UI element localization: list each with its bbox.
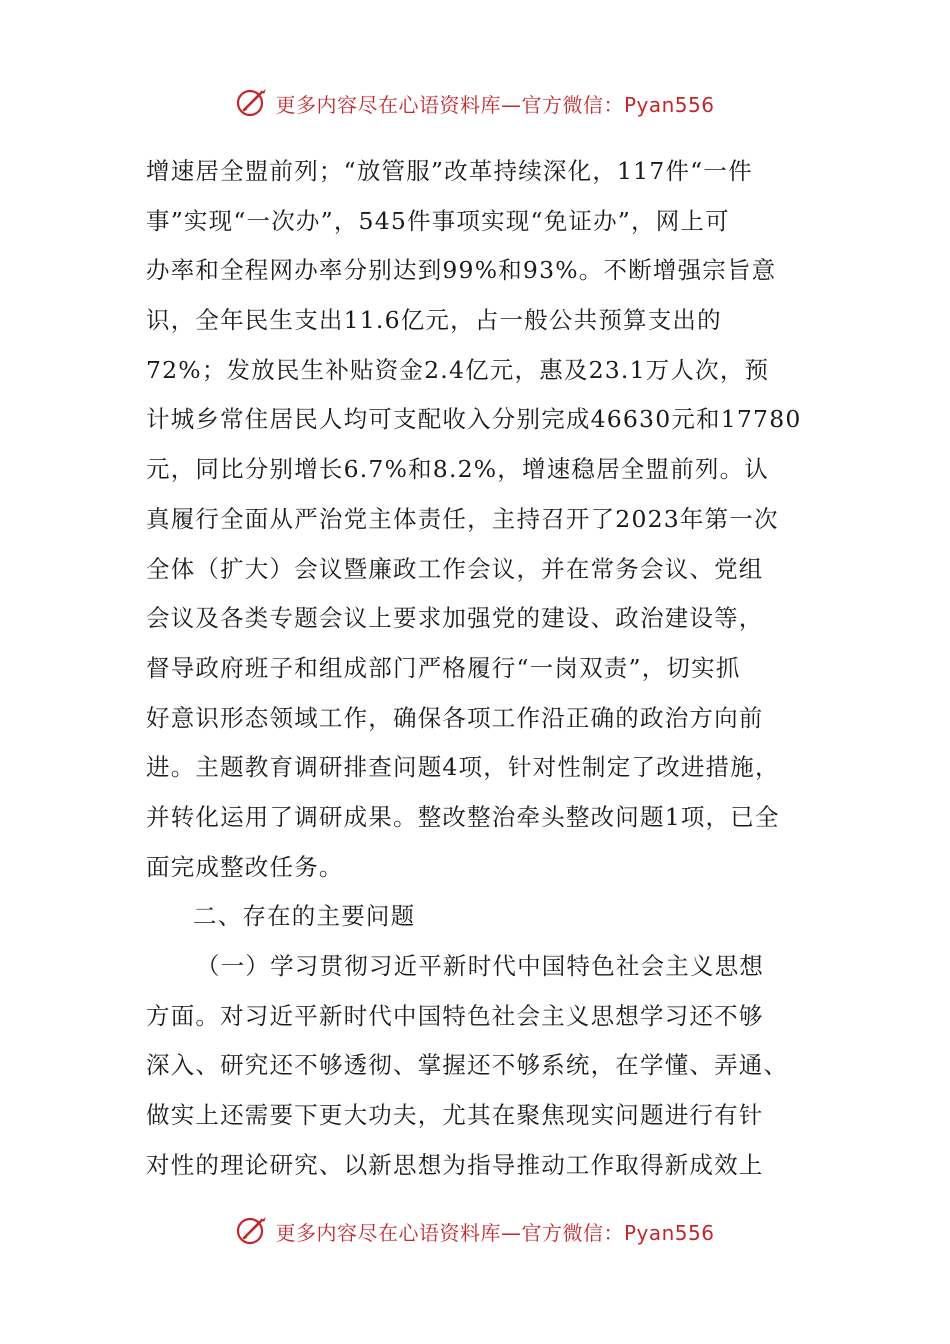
body-line: 计城乡常住居民人均可支配收入分别完成46630元和17780: [146, 405, 802, 434]
body-line: 增速居全盟前列；“放管服”改革持续深化，117件“一件: [146, 157, 753, 185]
body-line: 好意识形态领域工作，确保各项工作沿正确的政治方向前: [146, 703, 764, 732]
pen-logo-icon: [235, 86, 269, 120]
body-line: 办率和全程网办率分别达到99%和93%。不断增强宗旨意: [146, 256, 777, 285]
body-line: 全体（扩大）会议暨廉政工作会议，并在常务会议、党组: [146, 554, 764, 583]
body-line: 面完成整改任务。: [146, 852, 344, 881]
document-body: [146, 147, 826, 1190]
subsection-line: 对性的理论研究、以新思想为指导推动工作取得新成效上: [146, 1150, 764, 1179]
body-line: 元，同比分别增长6.7%和8.2%，增速稳居全盟前列。认: [146, 455, 770, 484]
body-line: 72%；发放民生补贴资金2.4亿元，惠及23.1万人次，预: [146, 355, 770, 384]
body-line: 事”实现“一次办”，545件事项实现“免证办”，网上可: [146, 206, 730, 235]
section-heading: 二、存在的主要问题: [193, 902, 416, 931]
subsection-line: 深入、研究还不够透彻、掌握还不够系统，在学懂、弄通、: [146, 1051, 789, 1080]
body-line: 识，全年民生支出11.6亿元，占一般公共预算支出的: [146, 306, 722, 335]
body-line: 并转化运用了调研成果。整改整治牵头整改问题1项，已全: [146, 802, 780, 831]
watermark-banner-top: [0, 83, 950, 123]
watermark-banner-bottom: [0, 1211, 950, 1251]
body-line: 督导政府班子和组成部门严格履行“一岗双责”，切实抓: [146, 653, 741, 682]
subsection-line: （一）学习贯彻习近平新时代中国特色社会主义思想: [196, 952, 765, 980]
body-line: 真履行全面从严治党主体责任，主持召开了2023年第一次: [146, 504, 779, 533]
body-line: 进。主题教育调研排查问题4项，针对性制定了改进措施，: [146, 753, 780, 782]
body-line: 会议及各类专题会议上要求加强党的建设、政治建设等，: [146, 604, 764, 633]
pen-logo-icon: [235, 1214, 269, 1248]
watermark-text: 更多内容尽在心语资料库—官方微信：Pyan556: [275, 92, 715, 117]
watermark-text: 更多内容尽在心语资料库—官方微信：Pyan556: [275, 1220, 715, 1245]
subsection-line: 方面。对习近平新时代中国特色社会主义思想学习还不够: [146, 1001, 764, 1030]
subsection-line: 做实上还需要下更大功夫，尤其在聚焦现实问题进行有针: [146, 1101, 764, 1130]
